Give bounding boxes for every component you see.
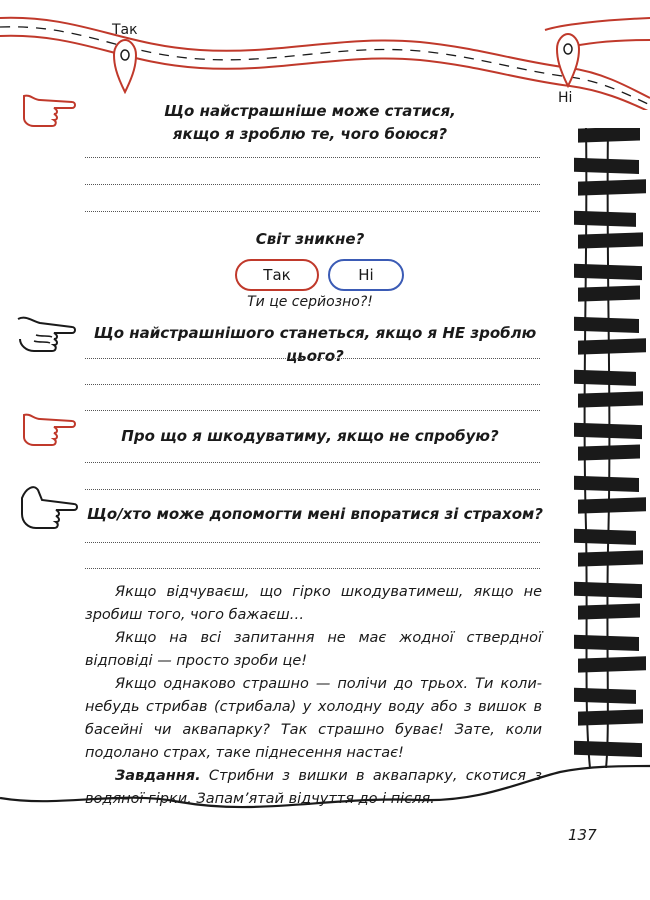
page-number: 137: [568, 826, 597, 844]
paragraph: Якщо однаково страшно — полічи до трьох. Ти коли-небудь стрибав (стрибала) у холодну воду або з вишок в басейні чи аквапарку? Так страшно буває! Зате, коли подолано страх, таке піднесення настає!: [85, 676, 542, 761]
ladder-rung: [574, 741, 642, 757]
ladder-rung: [574, 158, 639, 174]
answer-line[interactable]: [85, 568, 540, 569]
ladder-rung: [574, 688, 636, 704]
ladder-rung: [574, 529, 636, 545]
ladder-rung: [578, 179, 646, 195]
pointing-hand-icon: [16, 478, 80, 538]
answer-line[interactable]: [85, 358, 540, 359]
task-label: Завдання.: [115, 768, 201, 784]
answer-line[interactable]: [85, 462, 540, 463]
question-not-doing: Що найстрашнішого станеться, якщо я НЕ зроблю цього?: [93, 324, 537, 365]
hill-illustration: [0, 760, 650, 830]
ladder-rung: [578, 338, 646, 354]
ladder-rung: [574, 370, 636, 386]
ladder-rung: [578, 391, 643, 407]
map-pin-no-icon: [555, 32, 581, 88]
ladder-rung: [574, 211, 636, 227]
ladder-rung: [578, 444, 640, 460]
ladder-rung: [574, 423, 642, 439]
question-who-helps: Що/хто може допомогти мені впоратися зі страхом?: [87, 505, 543, 523]
paragraph: Якщо на всі запитання не має жодної ствердної відповіді — просто зроби це!: [85, 630, 542, 669]
road-illustration: [0, 0, 650, 110]
ladder-rung: [574, 582, 642, 598]
ladder-rung: [574, 476, 639, 492]
paragraph: Якщо відчуваєш, що гірко шкодуватимеш, якщо не зробиш того, чого бажаєш…: [85, 584, 542, 623]
ladder-illustration: [538, 128, 650, 768]
answer-line[interactable]: [85, 410, 540, 411]
answer-line[interactable]: [85, 211, 540, 212]
ladder-rung: [578, 603, 640, 619]
road-label-no: Ні: [558, 90, 573, 106]
answer-line[interactable]: [85, 157, 540, 158]
answer-line[interactable]: [85, 489, 540, 490]
option-yes-button[interactable]: Так: [235, 259, 319, 291]
question-worst-case: [70, 100, 550, 146]
ladder-rung: [574, 264, 642, 280]
ladder-rung: [578, 550, 643, 566]
option-no-button[interactable]: Ні: [328, 259, 404, 291]
question-line: Що найстрашніше може статися,: [164, 102, 456, 120]
road-label-yes: Так: [112, 22, 138, 38]
question-world-disappear: Світ зникне?: [255, 230, 365, 248]
task-text: Стрибни з вишки в аквапарку, скотися з водяної гірки. Запам’ятай відчуття до і після.: [85, 768, 542, 807]
ladder-rung: [574, 317, 639, 333]
answer-line[interactable]: [85, 542, 540, 543]
question-regret: Про що я шкодуватиму, якщо не спробую?: [121, 427, 499, 445]
ladder-rung: [578, 656, 646, 672]
ladder-rung: [574, 635, 639, 651]
question-line: якщо я зроблю те, чого боюся?: [172, 125, 448, 143]
map-pin-yes-icon: [112, 38, 138, 94]
ladder-rung: [578, 232, 643, 248]
ladder-rung: [578, 497, 646, 513]
answer-line[interactable]: [85, 184, 540, 185]
answer-line[interactable]: [85, 384, 540, 385]
pointing-hand-icon: [14, 305, 78, 357]
world-reply: Ти це серйозно?!: [247, 294, 373, 310]
ladder-rung: [578, 285, 640, 301]
ladder-rung: [578, 128, 640, 143]
ladder-rung: [578, 709, 643, 725]
